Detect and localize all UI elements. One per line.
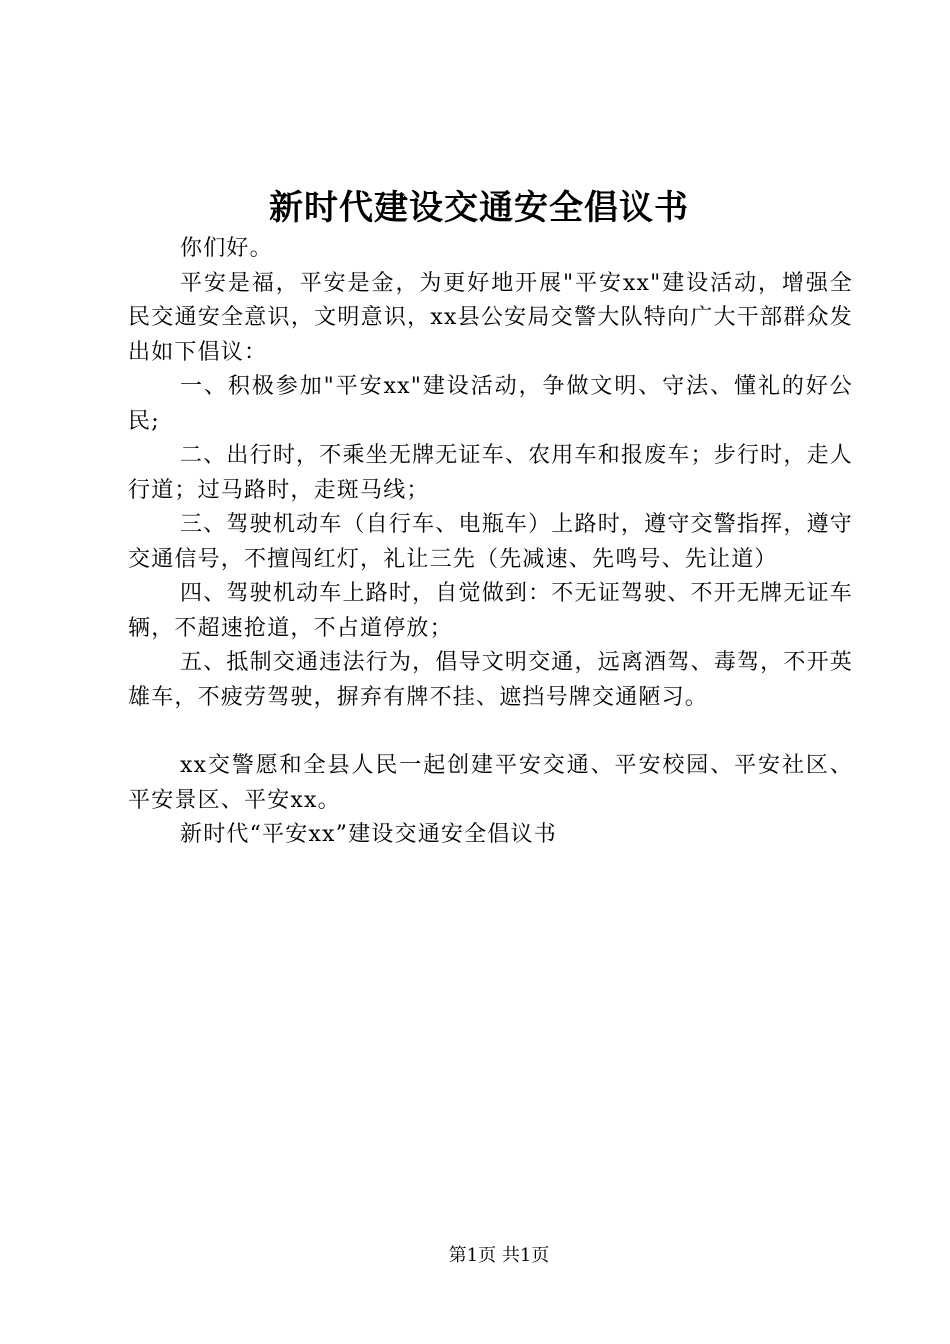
page-number-footer: 第1页 共1页 [448, 1245, 550, 1266]
closing-paragraph: xx交警愿和全县人民一起创建平安交通、平安校园、平安社区、平安景区、平安xx。 [128, 753, 853, 813]
proposal-item-1: 一、积极参加"平安xx"建设活动，争做文明、守法、懂礼的好公民; [128, 374, 853, 434]
proposal-item-2: 二、出行时，不乘坐无牌无证车、农用车和报废车；步行时，走人行道；过马路时，走斑马线； [128, 443, 853, 503]
intro-paragraph: 平安是福，平安是金，为更好地开展"平安xx"建设活动，增强全民交通安全意识，文明意识，xx县公安局交警大队特向广大干部群众发出如下倡议： [128, 270, 853, 365]
proposal-item-3: 三、驾驶机动车（自行车、电瓶车）上路时，遵守交警指挥，遵守交通信号，不擅闯红灯，礼让三先（先减速、先鸣号、先让道） [128, 512, 853, 572]
proposal-item-4: 四、驾驶机动车上路时，自觉做到：不无证驾驶、不开无牌无证车辆，不超速抢道，不占道停放； [128, 581, 853, 641]
greeting-paragraph: 你们好。 [180, 236, 273, 261]
blank-line [128, 715, 853, 749]
signature-line: 新时代“平安xx”建设交通安全倡议书 [180, 822, 557, 847]
document-title: 新时代建设交通安全倡议书 [269, 188, 689, 228]
document-body [128, 232, 853, 853]
proposal-item-5: 五、抵制交通违法行为，倡导文明交通，远离酒驾、毒驾，不开英雄车，不疲劳驾驶，摒弃有牌不挂、遮挡号牌交通陋习。 [128, 650, 853, 710]
